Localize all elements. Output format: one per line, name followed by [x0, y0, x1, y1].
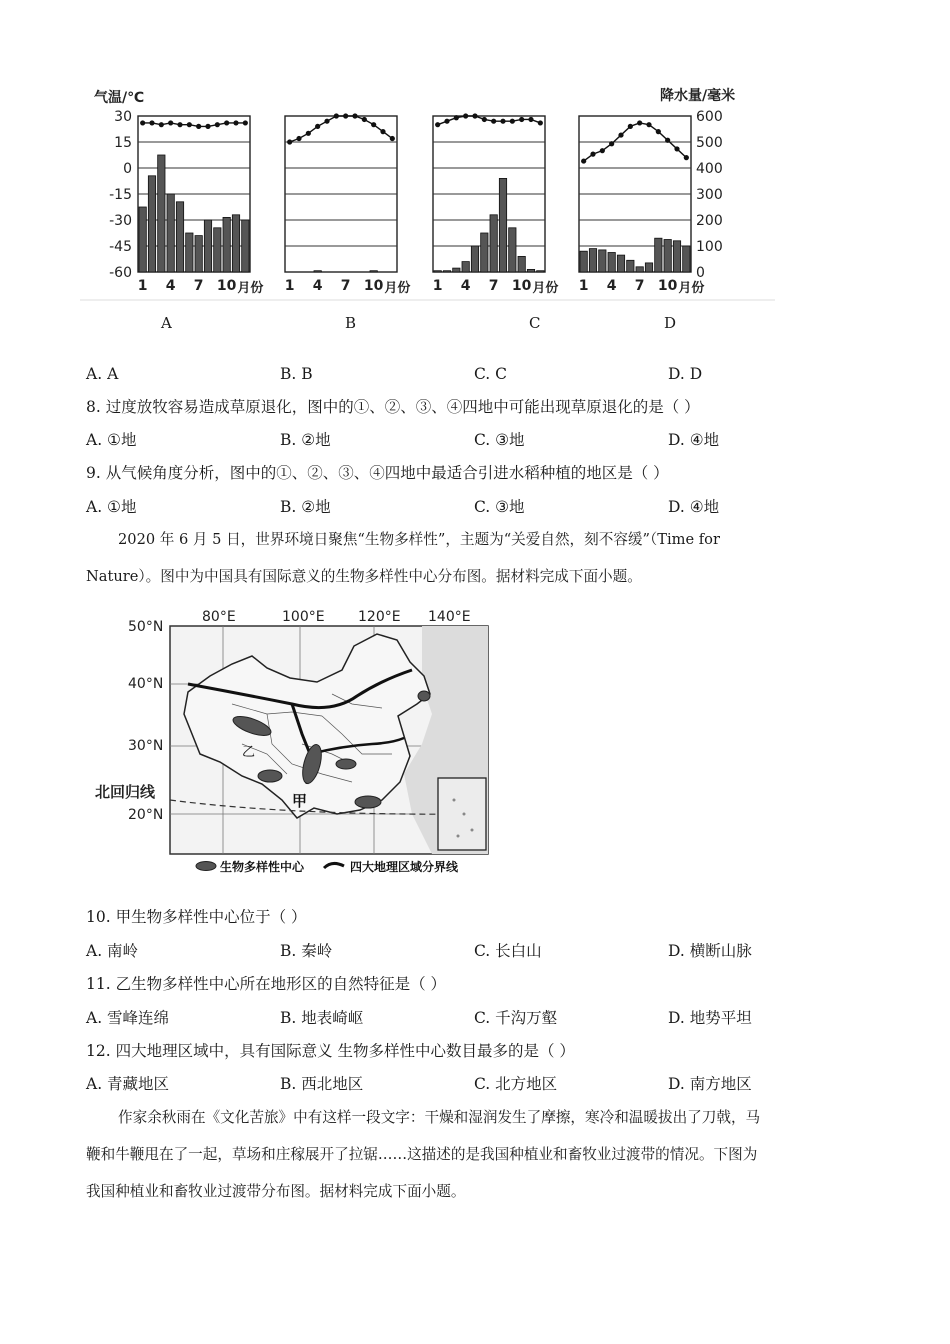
temperature-point	[609, 141, 614, 146]
temperature-point	[390, 136, 395, 141]
precip-bar	[664, 240, 671, 273]
month-tick-label: 1	[432, 278, 443, 294]
q8-option-c[interactable]: C. ③地	[474, 431, 525, 449]
month-tick-label: 7	[634, 278, 645, 294]
climate-panel-a	[138, 116, 264, 296]
temperature-point	[646, 122, 651, 127]
q9-option-b[interactable]: B. ②地	[280, 498, 331, 516]
temperature-point	[233, 120, 238, 125]
q9-option-d[interactable]: D. ④地	[668, 498, 720, 516]
precip-bar	[370, 271, 377, 272]
month-tick-label: 7	[340, 278, 351, 294]
temperature-point	[315, 124, 320, 129]
caption-a: A	[161, 314, 172, 332]
temperature-point	[510, 119, 515, 124]
precip-bar	[627, 260, 634, 272]
temp-tick-label: -30	[109, 213, 132, 229]
temperature-point	[140, 120, 145, 125]
temperature-point	[159, 122, 164, 127]
temp-tick-label: -60	[109, 265, 132, 281]
temperature-point	[296, 136, 301, 141]
precip-bar	[232, 215, 239, 272]
precip-bar	[186, 233, 193, 272]
temperature-point	[324, 119, 329, 124]
temp-axis-title: 气温/℃	[94, 90, 145, 106]
precip-tick-label: 500	[696, 135, 723, 151]
climate-panel-c	[433, 113, 559, 296]
temperature-point	[177, 122, 182, 127]
temperature-point	[168, 120, 173, 125]
temp-tick-labels	[109, 109, 132, 281]
temperature-point	[362, 117, 367, 122]
lat-label-20: 20°N	[128, 807, 164, 823]
temperature-point	[665, 138, 670, 143]
precip-tick-label: 400	[696, 161, 723, 177]
temperature-point	[538, 120, 543, 125]
temperature-point	[628, 124, 633, 129]
temperature-point	[581, 158, 586, 163]
precip-bar	[462, 262, 469, 272]
lat-label-50: 50°N	[128, 619, 164, 635]
temperature-point	[380, 129, 385, 134]
passage1-line1: 2020 年 6 月 5 日，世界环境日聚焦“生物多样性”，主题为“关爱自然，刻不容缓”（Time for	[118, 531, 720, 548]
temperature-point	[224, 120, 229, 125]
temperature-point	[149, 120, 154, 125]
q7-option-b[interactable]: B. B	[280, 365, 313, 383]
precip-bar	[580, 251, 587, 272]
q10-stem: 10. 甲生物多样性中心位于（ ）	[86, 908, 307, 926]
precip-tick-label: 600	[696, 109, 723, 125]
climate-panel-b	[285, 113, 411, 296]
q12-option-c[interactable]: C. 北方地区	[474, 1075, 558, 1093]
precip-bar	[204, 220, 211, 272]
temperature-point	[528, 117, 533, 122]
month-unit-label: 月份	[384, 281, 411, 296]
month-unit-label: 月份	[678, 281, 705, 296]
label-yi: 乙	[242, 745, 256, 760]
precip-bar	[617, 255, 624, 272]
precip-bar	[314, 271, 321, 272]
month-unit-label: 月份	[237, 281, 264, 296]
month-tick-label: 4	[606, 278, 617, 294]
lon-label-120: 120°E	[358, 609, 401, 625]
precip-bar	[453, 268, 460, 272]
temperature-point	[343, 113, 348, 118]
month-tick-label: 1	[137, 278, 148, 294]
temperature-point	[243, 120, 248, 125]
precip-bar	[139, 207, 146, 272]
temperature-point	[463, 113, 468, 118]
passage2-line3: 我国种植业和畜牧业过渡带分布图。据材料完成下面小题。	[86, 1183, 466, 1200]
q11-option-c[interactable]: C. 千沟万壑	[474, 1009, 558, 1027]
temperature-point	[371, 122, 376, 127]
precip-bar	[176, 202, 183, 272]
q10-option-d[interactable]: D. 横断山脉	[668, 942, 752, 960]
temperature-point	[472, 113, 477, 118]
precip-bar	[608, 253, 615, 273]
precip-tick-label: 100	[696, 239, 723, 255]
temperature-point	[618, 132, 623, 137]
precip-tick-labels	[696, 109, 723, 281]
precip-bar	[242, 220, 249, 272]
temperature-point	[444, 119, 449, 124]
month-tick-label: 4	[165, 278, 176, 294]
temp-tick-label: 15	[114, 135, 132, 151]
temperature-point	[215, 122, 220, 127]
lat-label-40: 40°N	[128, 676, 164, 692]
q10-option-a[interactable]: A. 南岭	[86, 942, 139, 960]
month-tick-label: 7	[488, 278, 499, 294]
q8-option-d[interactable]: D. ④地	[668, 431, 720, 449]
q12-stem: 12. 四大地理区域中，具有国际意义 生物多样性中心数目最多的是（ ）	[86, 1042, 575, 1060]
precip-bar	[673, 241, 680, 272]
precip-axis-title: 降水量/毫米	[660, 88, 736, 104]
lon-label-80: 80°E	[202, 609, 236, 625]
q8-stem: 8. 过度放牧容易造成草原退化，图中的①、②、③、④四地中可能出现草原退化的是（ ）	[86, 398, 700, 416]
precip-bar	[471, 246, 478, 272]
precip-tick-label: 200	[696, 213, 723, 229]
tropic-label: 北回归线	[95, 783, 156, 801]
temp-tick-label: -45	[109, 239, 132, 255]
q12-option-d[interactable]: D. 南方地区	[668, 1075, 752, 1093]
precip-bar	[655, 238, 662, 272]
precip-bar	[683, 246, 690, 272]
temperature-point	[454, 115, 459, 120]
legend-line-label: 四大地理区域分界线	[350, 860, 459, 874]
q11-option-d[interactable]: D. 地势平坦	[668, 1009, 752, 1027]
lon-label-100: 100°E	[282, 609, 325, 625]
temperature-point	[196, 124, 201, 129]
passage1-line2: Nature）。图中为中国具有国际意义的生物多样性中心分布图。据材料完成下面小题。	[86, 568, 642, 585]
label-jia: 甲	[292, 792, 308, 810]
caption-d: D	[664, 314, 677, 332]
precip-bar	[148, 176, 155, 272]
month-tick-label: 1	[578, 278, 589, 294]
q8-option-a[interactable]: A. ①地	[86, 431, 137, 449]
precip-bar	[443, 271, 450, 272]
temperature-point	[187, 122, 192, 127]
temperature-point	[306, 131, 311, 136]
temperature-point	[500, 119, 505, 124]
q11-option-b[interactable]: B. 地表崎岖	[280, 1009, 364, 1027]
caption-b: B	[345, 314, 357, 332]
precip-bar	[527, 269, 534, 272]
temperature-point	[674, 146, 679, 151]
temperature-point	[637, 120, 642, 125]
precip-bar	[195, 236, 202, 272]
q11-stem: 11. 乙生物多样性中心所在地形区的自然特征是（ ）	[86, 975, 447, 993]
precip-bar	[214, 228, 221, 272]
q9-option-a[interactable]: A. ①地	[86, 498, 137, 516]
lon-label-140: 140°E	[428, 609, 471, 625]
passage2-line1: 作家余秋雨在《文化苦旅》中有这样一段文字：干燥和湿润发生了摩擦，寒冷和温暖拔出了刀戟，马	[118, 1109, 761, 1126]
month-tick-label: 10	[363, 278, 384, 294]
q8-option-b[interactable]: B. ②地	[280, 431, 331, 449]
precip-bar	[434, 271, 441, 272]
precip-bar	[490, 215, 497, 272]
climate-charts-figure	[80, 80, 780, 305]
q12-option-b[interactable]: B. 西北地区	[280, 1075, 364, 1093]
q7-option-c[interactable]: C. C	[474, 365, 508, 383]
q9-stem: 9. 从气候角度分析，图中的①、②、③、④四地中最适合引进水稻种植的地区是（ ）	[86, 464, 669, 482]
q7-option-a[interactable]: A. A	[86, 365, 119, 383]
month-tick-label: 1	[284, 278, 295, 294]
month-tick-label: 10	[511, 278, 532, 294]
passage2-line2: 鞭和牛鞭甩在了一起，草场和庄稼展开了拉锯……这描述的是我国种植业和畜牧业过渡带的情况。下图为	[86, 1146, 758, 1163]
month-tick-label: 10	[657, 278, 678, 294]
q7-option-d[interactable]: D. D	[668, 365, 703, 383]
precip-bar	[537, 271, 544, 272]
temp-tick-label: -15	[109, 187, 132, 203]
month-tick-label: 7	[193, 278, 204, 294]
precip-bar	[481, 233, 488, 272]
temp-tick-label: 0	[123, 161, 132, 177]
temperature-point	[435, 122, 440, 127]
caption-c: C	[529, 314, 541, 332]
lat-label-30: 30°N	[128, 738, 164, 754]
legend-center-label: 生物多样性中心	[220, 860, 305, 874]
temperature-point	[491, 119, 496, 124]
q11-option-a[interactable]: A. 雪峰连绵	[86, 1009, 170, 1027]
temperature-point	[590, 152, 595, 157]
biodiversity-map	[92, 604, 492, 879]
precip-bar	[518, 256, 525, 272]
precip-bar	[599, 250, 606, 272]
temperature-point	[287, 139, 292, 144]
precip-bar	[223, 217, 230, 272]
temperature-point	[352, 113, 357, 118]
climate-panel-d	[579, 116, 705, 296]
precip-bar	[167, 194, 174, 272]
temperature-point	[519, 117, 524, 122]
precip-bar	[499, 178, 506, 272]
precip-bar	[509, 228, 516, 272]
temperature-point	[205, 124, 210, 129]
precip-tick-label: 0	[696, 265, 705, 281]
month-unit-label: 月份	[532, 281, 559, 296]
precip-bar	[645, 263, 652, 272]
temp-tick-label: 30	[114, 109, 132, 125]
precip-tick-label: 300	[696, 187, 723, 203]
precip-bar	[636, 267, 643, 272]
temperature-point	[656, 129, 661, 134]
q9-option-c[interactable]: C. ③地	[474, 498, 525, 516]
temperature-point	[334, 113, 339, 118]
precip-bar	[158, 155, 165, 272]
month-tick-label: 4	[460, 278, 471, 294]
temperature-point	[600, 148, 605, 153]
q12-option-a[interactable]: A. 青藏地区	[86, 1075, 170, 1093]
q10-option-c[interactable]: C. 长白山	[474, 942, 542, 960]
precip-bar	[589, 249, 596, 272]
month-tick-label: 10	[216, 278, 237, 294]
q10-option-b[interactable]: B. 秦岭	[280, 942, 333, 960]
temperature-point	[482, 117, 487, 122]
month-tick-label: 4	[312, 278, 323, 294]
temperature-point	[684, 155, 689, 160]
